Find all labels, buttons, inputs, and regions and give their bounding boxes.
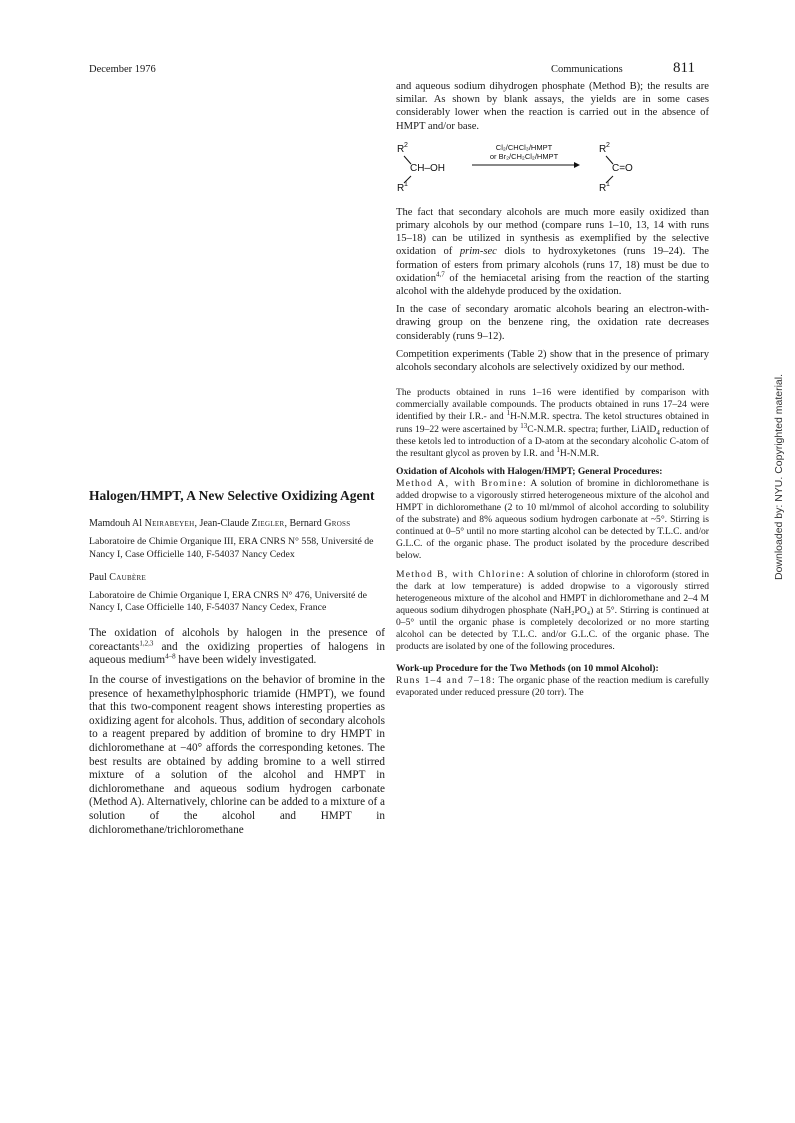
paragraph-selectivity: The fact that secondary alcohols are much more easily oxidized than primary alcohols by our method (compare runs 1–10, 13, 14 with runs 15–18) can be utilized in synthesis as exemplified by the selective oxidation of prim-sec diols to hydroxyketones (runs 19–24). The formation of esters from primary alcohols (runs 17, 18) must be due to oxidation$^{4,7}$ of the hemiacetal arising from the reaction of the starting alcohol with the aldehyde produced by the oxidation. [396,206,709,298]
header-section: Communications [551,64,623,75]
paragraph-competition: Competition experiments (Table 2) show that in the presence of primary alcohols secondary alcohols are selectively oxidized by our method. [396,348,709,374]
svg-text:R: R [599,143,607,155]
page-number: 811 [673,60,695,76]
svg-text:2: 2 [404,141,408,149]
method-a-paragraph: Oxidation of Alcohols with Halogen/HMPT; General Procedures: Method A, with Bromine: A solution of bromine in dichloromethane is added dropwise to a vigorously stirred heterogeneous mixture of the alcohol and HMPT in dichloromethane (2 to 10 ml/mmol of alcohol according to solubility of the substrate) and 8% aqueous sodium hydrogen carbonate at ~5°. Stirring is continued at 0–5° until no more starting alcohol can be detected by T.L.C. and/or G.L.C. of the organic phase. The product isolated by the procedure described below. [396,465,710,562]
left-column [89,488,385,843]
product-group: C=O [612,162,633,174]
article-title: Halogen/HMPT, A New Selective Oxidizing Agent [89,488,375,503]
method-b-paragraph: Method B, with Chlorine: A solution of chlorine in chloroform (stored in the dark at low temperature) is added dropwise to a vigorously stirred heterogeneous mixture of the alcohol and HMPT in dichloromethane and 2–4 M aqueous sodium dihydrogen phosphate (NaH₂PO₄) at 5°. Stirring is continued at 0–5° until the organic phase is completely decolorized or no more starting alcohol can be detected by T.L.C. and/or G.L.C. of the organic phase. The products are isolated by one of the following procedures. [396,568,709,653]
svg-text:R: R [397,143,405,155]
workup-paragraph: Work-up Procedure for the Two Methods (on 10 mmol Alcohol): Runs 1–4 and 7–18: The organic phase of the reaction medium is carefully evaporated under reduced pressure (20 torr). The [396,663,709,699]
procedures-heading: Oxidation of Alcohols with Halogen/HMPT; General Procedures: [396,465,663,477]
svg-text:1: 1 [606,180,610,188]
reactant-group: CH–OH [410,162,446,174]
affiliation-2: Laboratoire de Chimie Organique I, ERA CNRS N° 476, Université de Nancy I, Case Officielle 140, F-54037 Nancy Cedex, France [89,589,368,614]
abstract-paragraph: The oxidation of alcohols by halogen in the presence of coreactants$^{1,2,3}$ and the oxidizing properties of halogens in aqueous medium$^{4-8}$ have been widely investigated. [89,627,385,667]
paragraph-product-identification: The products obtained in runs 1–16 were identified by comparison with commercially available compounds. The products obtained in runs 17–24 were identified by their I.R.- and $^1$H-N.M.R. spectra. The ketol structures obtained in runs 19–22 were ascertained by $^{13}$C-N.M.R. spectra; further, LiAlD$_4$ reduction of these ketols led to introduction of a D-atom at the secondary alcoholic C-atom of the resultant glycol as proven by I.R. and $^1$H-N.M.R. [396,387,709,459]
right-column [396,80,709,706]
body-paragraph: In the course of investigations on the behavior of bromine in the presence of hexamethylphosphoric triamide (HMPT), we found that this two-component reagent shows interesting properties as oxidizing agent for alcohols. Thus, addition of secondary alcohols to a reagent prepared by addition of bromine to dry HMPT in dichloromethane at −40° affords the corresponding ketones. The best results are obtained by adding bromine to a well stirred mixture of a solution of the alcohol and HMPT in dichloromethane and aqueous sodium hydrogen carbonate (Method A). Alternatively, chlorine can be added to a mixture of a solution of the alcohol and HMPT in dichloromethane/trichloromethane [89,673,385,836]
svg-text:R: R [397,182,405,194]
download-notice: Downloaded by: NYU. Copyrighted material. [773,373,785,580]
svg-text:R: R [599,182,607,194]
author-2: Paul Caubère [89,571,147,583]
reagent-line-1: Cl₂/CHCl₃/HMPT [495,142,553,152]
svg-text:2: 2 [606,141,610,149]
paragraph-method-b-intro: and aqueous sodium dihydrogen phosphate (Method B); the results are similar. As shown by blank assays, the yields are in some cases considerably lower when the reaction is carried out in the absence of HMPT and/or base. [396,81,709,132]
svg-text:1: 1 [404,180,408,188]
workup-heading: Work-up Procedure for the Two Methods (on 10 mmol Alcohol): [396,663,659,675]
authors-line: Mamdouh Al Neirabeyeh, Jean-Claude Ziegler, Bernard Gross [89,518,351,529]
header-date: December 1976 [89,64,156,75]
reaction-scheme [396,138,709,200]
paragraph-aromatic: In the case of secondary aromatic alcohols bearing an electron-with-drawing group on the benzene ring, the oxidation rate decreases considerably (runs 9–12). [396,304,709,342]
reagent-line-2: or Br₂/CH₂Cl₂/HMPT [489,151,559,161]
affiliation-1: Laboratoire de Chimie Organique III, ERA CNRS N° 558, Université de Nancy I, Case Officielle 140, F-54037 Nancy Cedex [89,536,374,560]
